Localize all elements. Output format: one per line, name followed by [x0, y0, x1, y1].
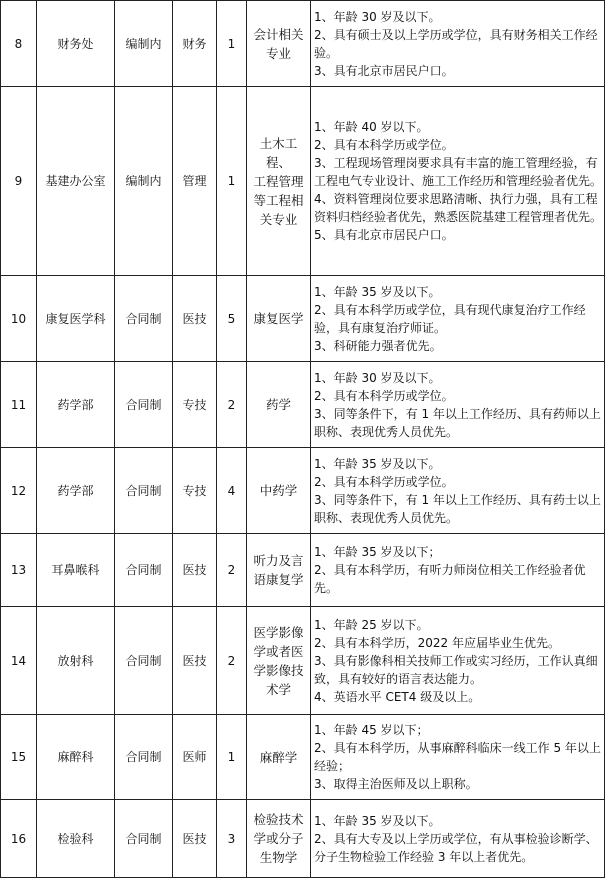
row-number-cell: 11: [1, 362, 37, 448]
major-line: 土木工程、: [259, 135, 298, 170]
requirement-line: 2、具有本科学历或学位。: [314, 474, 454, 489]
job-category-cell: 管理: [173, 87, 217, 276]
employment-type-cell: 合同制: [115, 362, 173, 448]
department-cell: 耳鼻喉科: [37, 534, 115, 607]
employment-type-cell: 合同制: [115, 276, 173, 362]
department-cell: 财务处: [37, 1, 115, 87]
table-row: [1, 448, 605, 534]
requirement-line: 2、具有大专及以上学历或学位，有从事检验诊断学、分子生物检验工作经验 3 年以上者优先。: [314, 831, 598, 864]
requirement-line: 1、年龄 30 岁及以下。: [314, 370, 441, 385]
job-category-cell: 专技: [173, 448, 217, 534]
major-cell: [247, 276, 311, 362]
major-line: 生物学: [259, 850, 298, 865]
headcount-cell: 2: [217, 362, 247, 448]
job-category-cell: 财务: [173, 1, 217, 87]
requirement-line: 3、工程现场管理岗要求具有丰富的施工管理经验，有工程电气专业设计、施工工作经历和管理经验者优先。: [314, 156, 603, 188]
table-row: [1, 1, 605, 87]
job-category-cell: 医技: [173, 534, 217, 607]
requirements-cell: [311, 715, 605, 800]
major-line: 学或者医: [253, 643, 304, 659]
row-number-cell: 16: [1, 800, 37, 878]
job-category-cell: 医技: [173, 607, 217, 715]
row-number-cell: 13: [1, 534, 37, 607]
major-line: 医学影像: [253, 624, 304, 640]
requirement-line: 3、取得主治医师及以上职称。: [314, 777, 478, 791]
major-line: 工程管理: [253, 173, 304, 189]
major-cell: [247, 607, 311, 715]
employment-type-cell: 编制内: [115, 87, 173, 276]
requirement-line: 1、年龄 35 岁及以下。: [314, 456, 441, 471]
row-number-cell: 14: [1, 607, 37, 715]
major-cell: [247, 534, 311, 607]
major-line: 关专业: [259, 211, 298, 227]
headcount-cell: 4: [217, 448, 247, 534]
major-line: 术学: [265, 681, 291, 697]
major-line: 专业: [265, 45, 291, 61]
requirement-line: 2、具有硕士及以上学历或学位，具有财务相关工作经验。: [314, 27, 598, 60]
table-row: [1, 87, 605, 276]
department-cell: 药学部: [37, 448, 115, 534]
major-line: 听力及言: [253, 553, 304, 568]
row-number-cell: 10: [1, 276, 37, 362]
major-line: 会计相关: [253, 26, 304, 42]
requirement-line: 3、科研能力强者优先。: [314, 338, 442, 353]
table-row: [1, 800, 605, 878]
major-cell: [247, 800, 311, 878]
requirement-line: 2、具有本科学历或学位，具有现代康复治疗工作经验，具有康复治疗师证。: [314, 302, 586, 335]
major-cell: [247, 448, 311, 534]
table-row: [1, 362, 605, 448]
requirement-line: 4、资料管理岗位要求思路清晰、执行力强，具有工程资料归档经验者优先，熟悉医院基建工程管理者优先。: [314, 192, 603, 224]
requirements-cell: [311, 607, 605, 715]
major-line: 康复医学: [253, 311, 304, 326]
department-cell: 康复医学科: [37, 276, 115, 362]
headcount-cell: 3: [217, 800, 247, 878]
department-cell: 检验科: [37, 800, 115, 878]
table-row: [1, 534, 605, 607]
requirements-cell: [311, 362, 605, 448]
headcount-cell: 2: [217, 534, 247, 607]
employment-type-cell: 合同制: [115, 715, 173, 800]
requirement-line: 2、具有本科学历，2022 年应届毕业生优先。: [314, 635, 560, 650]
job-category-cell: 医技: [173, 276, 217, 362]
requirements-cell: [311, 534, 605, 607]
requirement-line: 5、具有北京市居民户口。: [314, 228, 454, 242]
headcount-cell: 2: [217, 607, 247, 715]
requirement-line: 3、同等条件下，有 1 年以上工作经历、具有药士以上职称、表现优秀人员优先。: [314, 492, 601, 525]
requirement-line: 1、年龄 30 岁及以下。: [314, 9, 441, 24]
department-cell: 麻醉科: [37, 715, 115, 800]
row-number-cell: 12: [1, 448, 37, 534]
table-row: [1, 276, 605, 362]
employment-type-cell: 合同制: [115, 800, 173, 878]
job-category-cell: 医师: [173, 715, 217, 800]
table-row: [1, 607, 605, 715]
major-line: 中药学: [259, 483, 298, 498]
headcount-cell: 5: [217, 276, 247, 362]
row-number-cell: 15: [1, 715, 37, 800]
major-line: 检验技术: [253, 812, 304, 827]
requirement-line: 1、年龄 35 岁及以下；: [314, 545, 441, 559]
headcount-cell: 1: [217, 715, 247, 800]
requirements-cell: [311, 87, 605, 276]
job-category-cell: 医技: [173, 800, 217, 878]
row-number-cell: 9: [1, 87, 37, 276]
requirement-line: 3、同等条件下，有 1 年以上工作经历、具有药师以上职称、表现优秀人员优先。: [314, 406, 601, 439]
job-category-cell: 专技: [173, 362, 217, 448]
requirements-cell: [311, 448, 605, 534]
employment-type-cell: 合同制: [115, 607, 173, 715]
employment-type-cell: 编制内: [115, 1, 173, 87]
department-cell: 药学部: [37, 362, 115, 448]
major-line: 等工程相: [253, 192, 304, 208]
major-line: 学或分子: [253, 831, 304, 846]
requirement-line: 3、具有北京市居民户口。: [314, 63, 454, 78]
table-row: [1, 715, 605, 800]
table-body: [1, 1, 605, 878]
employment-type-cell: 合同制: [115, 448, 173, 534]
major-line: 学影像技: [253, 662, 304, 678]
requirements-cell: [311, 1, 605, 87]
row-number-cell: 8: [1, 1, 37, 87]
requirement-line: 1、年龄 25 岁以下。: [314, 617, 429, 632]
requirement-line: 1、年龄 45 岁以下；: [314, 723, 429, 737]
major-cell: [247, 1, 311, 87]
requirement-line: 2、具有本科学历，从事麻醉科临床一线工作 5 年以上经验；: [314, 741, 601, 773]
requirement-line: 1、年龄 40 岁以下。: [314, 120, 429, 134]
major-line: 药学: [265, 397, 291, 412]
requirements-cell: [311, 276, 605, 362]
department-cell: 放射科: [37, 607, 115, 715]
major-cell: [247, 362, 311, 448]
headcount-cell: 1: [217, 1, 247, 87]
requirement-line: 3、具有影像科相关技师工作或实习经历，工作认真细致，具有较好的语言表达能力。: [314, 653, 598, 686]
major-line: 语康复学: [253, 572, 304, 587]
major-cell: [247, 87, 311, 276]
employment-type-cell: 合同制: [115, 534, 173, 607]
department-cell: 基建办公室: [37, 87, 115, 276]
major-cell: [247, 715, 311, 800]
requirement-line: 4、英语水平 CET4 级及以上。: [314, 689, 481, 704]
headcount-cell: 1: [217, 87, 247, 276]
requirement-line: 1、年龄 35 岁及以下。: [314, 284, 441, 299]
requirement-line: 2、具有本科学历或学位。: [314, 388, 454, 403]
requirements-cell: [311, 800, 605, 878]
major-line: 麻醉学: [259, 749, 298, 765]
requirement-line: 2、具有本科学历或学位。: [314, 138, 454, 152]
requirement-line: 2、具有本科学历，有听力师岗位相关工作经验者优先。: [314, 563, 586, 595]
requirement-line: 1、年龄 35 岁及以下。: [314, 813, 441, 828]
